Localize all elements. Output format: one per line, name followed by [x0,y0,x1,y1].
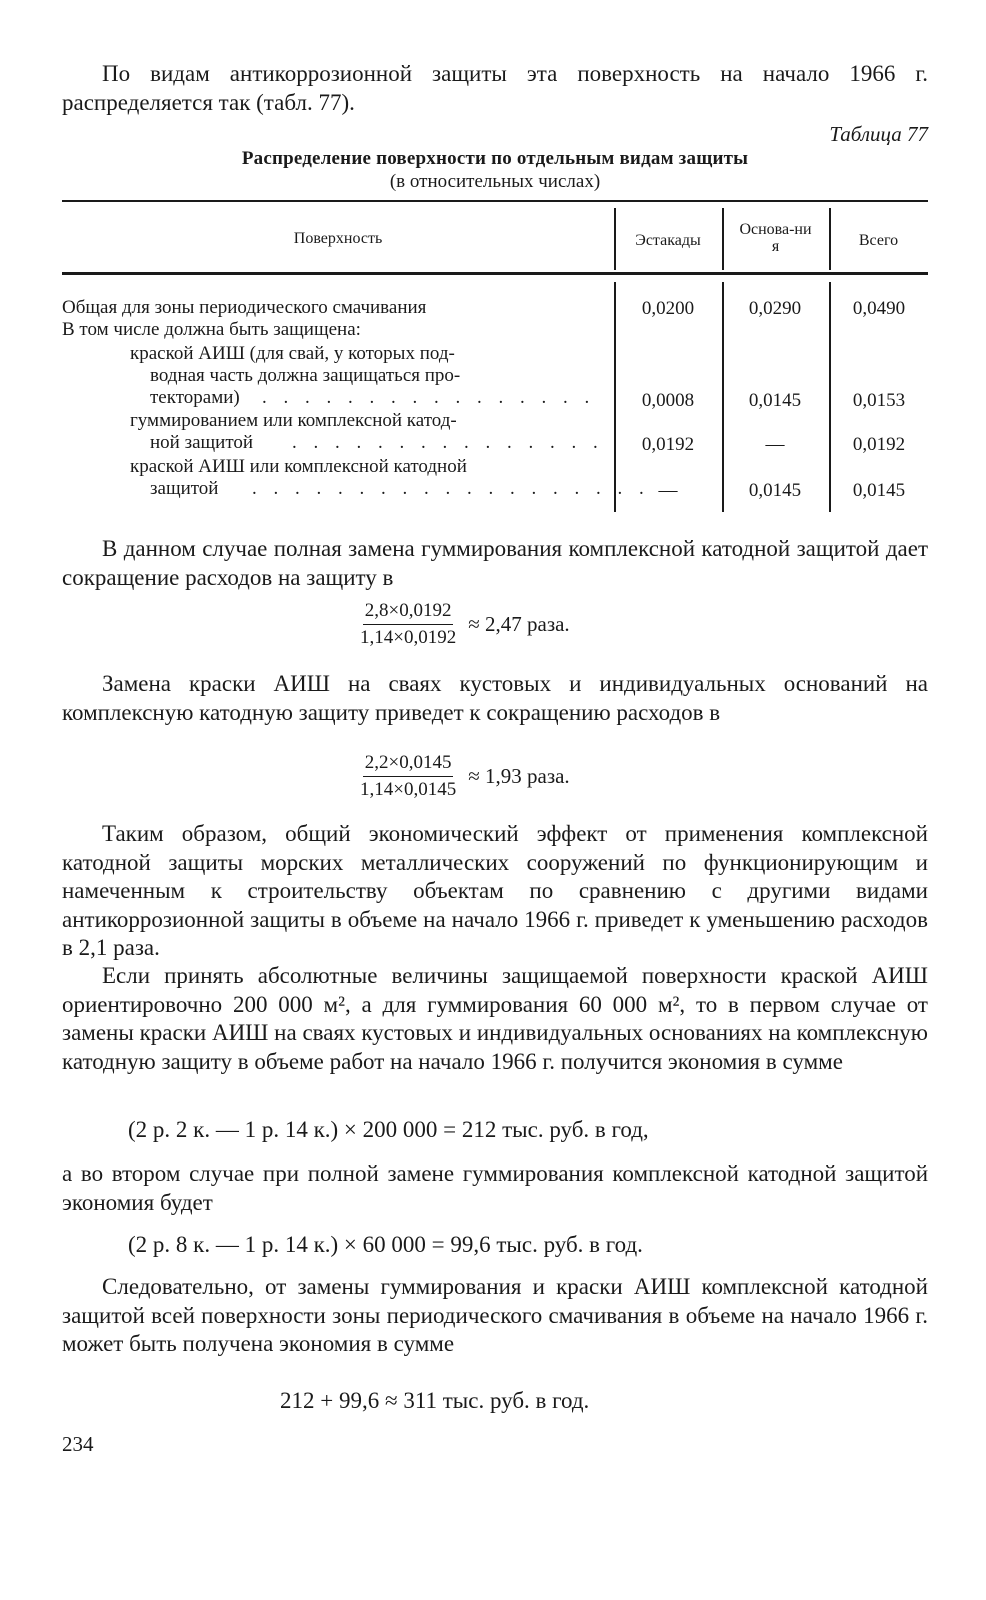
value-osnovaniya: — [765,434,785,455]
leader-dots: . . . . . . . . . . . . . . . [292,432,604,453]
table-subtitle: (в относительных числах) [389,171,601,192]
row-label: В том числе должна быть защищена: [62,319,361,340]
value-total: 0,0153 [852,390,906,411]
fraction [358,752,458,801]
header-surface: Поверхность [293,230,383,247]
equation-savings-paint: (2 р. 2 к. — 1 р. 14 к.) × 200 000 = 212 тыс. руб. в год, [128,1117,649,1142]
paragraph: Следовательно, от замены гуммирования и краски АИШ комплексной катодной защитой всей поверхности зоны периодического смачивания в объеме на начало 1966 г. может быть получена экономия в сумме [62,1274,928,1356]
page-number: 234 [62,1432,94,1456]
column-divider [722,282,724,512]
distribution-table [62,200,928,516]
row-label: краской АИШ или комплексной катодной [130,456,467,477]
equation-total-savings: 212 + 99,6 ≈ 311 тыс. руб. в год. [280,1388,590,1413]
row-label: текторами) [150,387,240,408]
formula-ratio-paint [358,752,570,801]
row-label: краской АИШ (для свай, у которых под- [130,343,455,364]
value-osnovaniya: 0,0145 [748,480,802,501]
value-estakady: 0,0200 [641,298,695,319]
header-osnovaniya: Основа-ния [739,221,812,255]
formula-ratio-gumming [358,600,570,649]
table-top-rule [62,200,928,202]
value-total: 0,0145 [852,480,906,501]
header-total: Всего [858,232,899,249]
value-estakady: — [658,480,678,501]
header-estakady: Эстакады [635,232,701,249]
intro-paragraph: По видам антикоррозионной защиты эта поверхность на начало 1966 г. распределяется так (табл. 77). [62,61,928,115]
row-label: гуммированием или комплексной катод- [130,410,457,431]
leader-dots: . . . . . . . . . . . . . . . . [262,387,596,408]
document-page [62,0,932,1600]
formula-result: ≈ 1,93 раза. [468,764,570,788]
fraction [358,600,458,649]
row-label: Общая для зоны периодического смачивания [62,297,427,318]
value-osnovaniya: 0,0290 [748,298,802,319]
denominator: 1,14×0,0192 [360,627,457,648]
row-label: ной защитой [150,432,254,453]
value-total: 0,0192 [852,434,906,455]
formula-result: ≈ 2,47 раза. [468,612,570,636]
leader-dots: . . . . . . . . . . . . . . . . . . . [252,478,650,499]
table-caption: Таблица 77 [829,122,928,146]
paragraph: Замена краски АИШ на сваях кустовых и индивидуальных оснований на комплексную катодную защиту приведет к сокращению расходов в [62,671,928,725]
paragraph: Таким образом, общий экономический эффект от применения комплексной катодной защиты морских металлических сооружений по функционирующим и намеченным к строительству объектам по сравнению с другими видами антикоррозионной защиты в объеме на начало 1966 г. приведет к уменьшению расходов в 2,1 раза. [62,821,928,960]
paragraph: а во втором случае при полной замене гуммирования комплексной катодной защитой экономия будет [62,1161,928,1215]
table-title: Распределение поверхности по отдельным видам защиты [241,148,749,169]
numerator: 2,2×0,0145 [363,752,454,777]
equation-savings-gumming: (2 р. 8 к. — 1 р. 14 к.) × 60 000 = 99,6 тыс. руб. в год. [128,1232,643,1257]
row-label: водная часть должна защищаться про- [150,365,461,386]
value-estakady: 0,0008 [641,390,695,411]
paragraph: В данном случае полная замена гуммирования комплексной катодной защитой дает сокращение расходов на защиту в [62,536,928,590]
paragraph: Если принять абсолютные величины защищаемой поверхности краской АИШ ориентировочно 200 000 м², а для гуммирования 60 000 м², то в первом случае от замены краски АИШ на сваях кустовых и индивидуальных основаниях на комплексную катодную защиту в объеме работ на начало 1966 г. получится экономия в сумме [62,963,928,1074]
table-header-rule [62,272,928,275]
row-label: защитой [150,478,219,499]
value-osnovaniya: 0,0145 [748,390,802,411]
denominator: 1,14×0,0145 [360,779,457,800]
value-total: 0,0490 [852,298,906,319]
numerator: 2,8×0,0192 [363,600,454,625]
value-estakady: 0,0192 [641,434,695,455]
